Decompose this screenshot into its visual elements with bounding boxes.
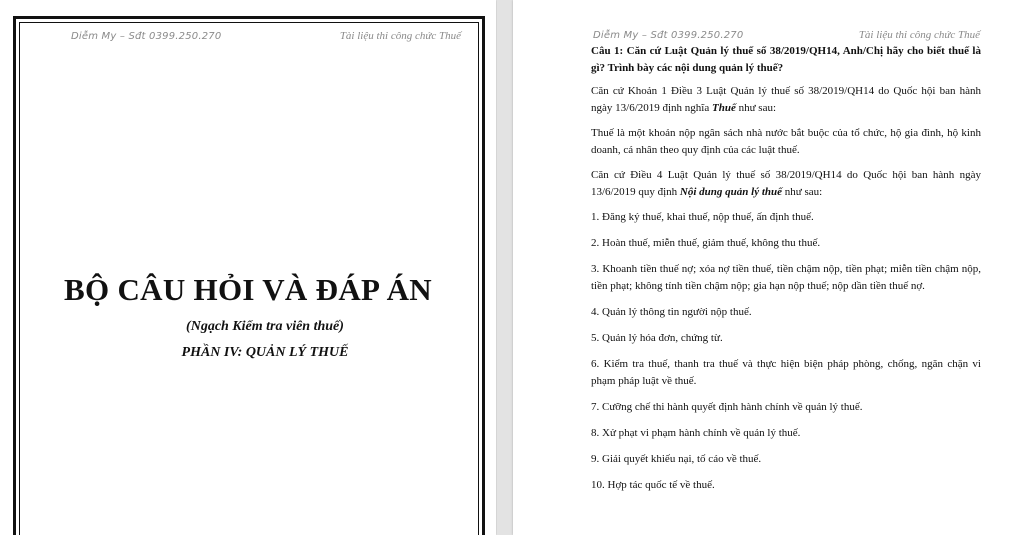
list-item: 6. Kiểm tra thuế, thanh tra thuế và thực hiện biện pháp phòng, chống, ngăn chặn vi phạm pháp luật về thuế. — [591, 358, 981, 387]
paragraph-definition-source — [591, 83, 981, 117]
paragraph-definition: Thuế là một khoản nộp ngân sách nhà nước bắt buộc của tổ chức, hộ gia đình, hộ kinh doanh, cá nhân theo quy định của các luật thuế. — [591, 127, 981, 156]
list-item: 8. Xử phạt vi phạm hành chính về quản lý thuế. — [591, 427, 801, 439]
cover-part-heading: PHẦN IV: QUẢN LÝ THUẾ — [181, 345, 349, 360]
page-body — [591, 43, 981, 503]
list-item: 5. Quản lý hóa đơn, chứng từ. — [591, 332, 723, 344]
cover-page — [0, 0, 496, 535]
emphasis-term: Thuế — [712, 102, 736, 114]
list-item: 2. Hoàn thuế, miễn thuế, giảm thuế, không thu thuế. — [591, 237, 821, 249]
paragraph-text-end: như sau: — [735, 102, 777, 114]
list-item: 4. Quản lý thông tin người nộp thuế. — [591, 306, 752, 318]
page-gap — [497, 0, 513, 535]
question-heading: Câu 1: Căn cứ Luật Quản lý thuế số 38/2019/QH14, Anh/Chị hãy cho biết thuế là gì? Trình bày các nội dung quản lý thuế? — [591, 45, 981, 74]
emphasis-term: Nội dung quản lý thuế — [679, 186, 783, 198]
cover-title: BỘ CÂU HỎI VÀ ĐÁP ÁN — [64, 272, 432, 307]
header-document-title: Tài liệu thi công chức Thuế — [858, 29, 980, 41]
list-item: 7. Cưỡng chế thi hành quyết định hành chính về quản lý thuế. — [591, 401, 863, 413]
header-author-contact: Diễm My – Sđt 0399.250.270 — [71, 31, 222, 42]
header-author-contact: Diễm My – Sđt 0399.250.270 — [593, 30, 744, 41]
list-item: 1. Đăng ký thuế, khai thuế, nộp thuế, ấn định thuế. — [591, 211, 814, 223]
header-document-title: Tài liệu thi công chức Thuế — [339, 30, 461, 42]
paragraph-text-end: như sau: — [782, 186, 823, 198]
cover-subtitle: (Ngạch Kiểm tra viên thuế) — [186, 319, 344, 334]
paragraph-text: Căn cứ Điều 4 Luật Quản lý thuế số 38/2019/QH14 do Quốc hội ban hành ngày 13/6/2019 quy định — [591, 169, 981, 198]
list-item: 3. Khoanh tiền thuế nợ; xóa nợ tiền thuế, tiền chậm nộp, tiền phạt; miễn tiền chậm nộp, tiền phạt; không tính tiền chậm nộp; gia hạn nộp thuế; nộp dần tiền thuế nợ. — [591, 263, 981, 292]
content-page — [513, 0, 1024, 535]
paragraph-text: Căn cứ Khoản 1 Điều 3 Luật Quản lý thuế số 38/2019/QH14 do Quốc hội ban hành ngày 13/6/2019 định nghĩa — [591, 85, 981, 114]
list-item: 9. Giải quyết khiếu nại, tố cáo về thuế. — [591, 453, 762, 465]
paragraph-content-source — [591, 167, 981, 201]
list-item: 10. Hợp tác quốc tế về thuế. — [591, 479, 715, 491]
